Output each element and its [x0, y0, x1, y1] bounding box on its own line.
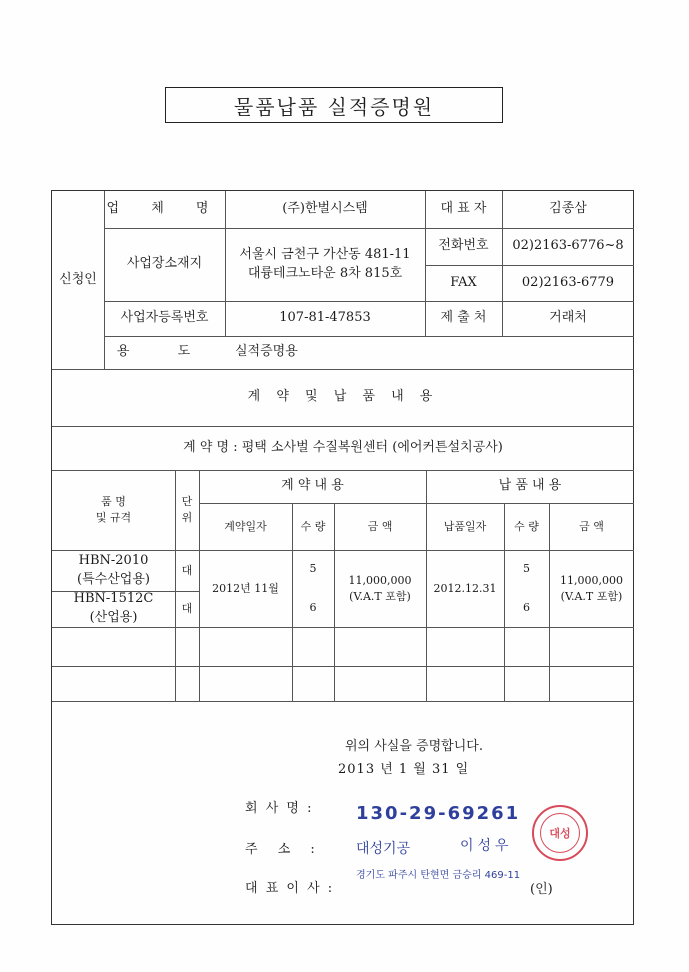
address-label: 사업장소재지 [126, 256, 203, 272]
col-item-header: 품 명 및 규격 [95, 495, 132, 524]
ceo-label: 대 표 이 사 : [245, 881, 335, 896]
seal-text: 대성 [540, 813, 580, 853]
stamp-company-number: 130-29-69261 [356, 803, 521, 824]
stamp-person-name: 이성우 [460, 838, 513, 854]
applicant-label: 신청인 [59, 271, 97, 287]
item-unit: 대 [181, 563, 193, 577]
contract-name: 계 약 명 : 평택 소사벌 수질복원센터 (에어커튼설치공사) [183, 439, 503, 455]
representative-label: 대 표 자 [440, 201, 487, 217]
row1-qty: 5 [309, 562, 317, 576]
table-row [52, 591, 175, 627]
address-line-2: 대륭테크노타운 8차 815호 [247, 265, 403, 281]
document-title: 물품납품 실적증명원 [165, 87, 503, 123]
col-amount: 금 액 [367, 519, 393, 533]
item-name: HBN-1512C [73, 591, 154, 607]
submit-value: 거래처 [549, 310, 587, 326]
row2-qty: 6 [309, 600, 317, 614]
stamp-address: 경기도 파주시 탄현면 금승리 469-11 [356, 870, 521, 881]
row1-qty-2: 5 [523, 562, 530, 576]
purpose-label: 용 도 [116, 344, 213, 360]
contract-amount: 11,000,000 (V.A.T 포함) [348, 573, 412, 603]
delivery-group-header: 납 품 내 용 [498, 478, 562, 494]
representative-value: 김종삼 [549, 201, 587, 217]
item-spec: (특수산업용) [77, 571, 150, 587]
col-delivery-date: 납품일자 [443, 519, 487, 533]
submit-label: 제 출 처 [440, 310, 487, 326]
purpose-value: 실적증명용 [235, 344, 298, 360]
company-name-label: 회 사 명 : [245, 801, 314, 816]
company-seal [532, 805, 588, 861]
row2-qty-2: 6 [523, 600, 530, 614]
table-row [52, 550, 175, 591]
item-spec: (산업용) [89, 610, 138, 625]
section-title: 계 약 및 납 품 내 용 [247, 389, 439, 405]
fax-label: FAX [450, 274, 477, 290]
address-label-footer: 주 소 : [245, 842, 323, 857]
contract-date: 2012년 11월 [212, 581, 279, 595]
delivery-date: 2012.12.31 [433, 581, 497, 595]
col-qty-2: 수 량 [514, 519, 539, 533]
company-value: (주)한벌시스템 [282, 201, 368, 217]
delivery-amount: 11,000,000 (V.A.T 포함) [560, 573, 623, 603]
phone-label: 전화번호 [438, 238, 489, 254]
col-unit-header: 단 위 [181, 495, 193, 524]
registration-label: 사업자등록번호 [120, 310, 209, 326]
stamp-company-name: 대성기공 [356, 841, 411, 857]
certify-text: 위의 사실을 증명합니다. [345, 739, 483, 754]
issue-date: 2013 년 1 월 31 일 [338, 762, 470, 777]
address-line-1: 서울시 금천구 가산동 481-11 [239, 246, 411, 262]
col-contract-date: 계약일자 [224, 519, 267, 533]
phone-value: 02)2163-6776~8 [512, 238, 624, 254]
seal-mark: (인) [530, 882, 553, 897]
company-label: 업 체 명 [106, 201, 223, 217]
item-unit: 대 [181, 602, 193, 616]
registration-value: 107-81-47853 [279, 310, 371, 326]
col-amount-2: 금 액 [579, 519, 604, 533]
address-value [225, 228, 425, 301]
item-name: HBN-2010 [78, 552, 149, 568]
fax-value: 02)2163-6779 [521, 274, 615, 290]
contract-group-header: 계 약 내 용 [281, 478, 344, 494]
col-qty: 수 량 [300, 519, 326, 533]
